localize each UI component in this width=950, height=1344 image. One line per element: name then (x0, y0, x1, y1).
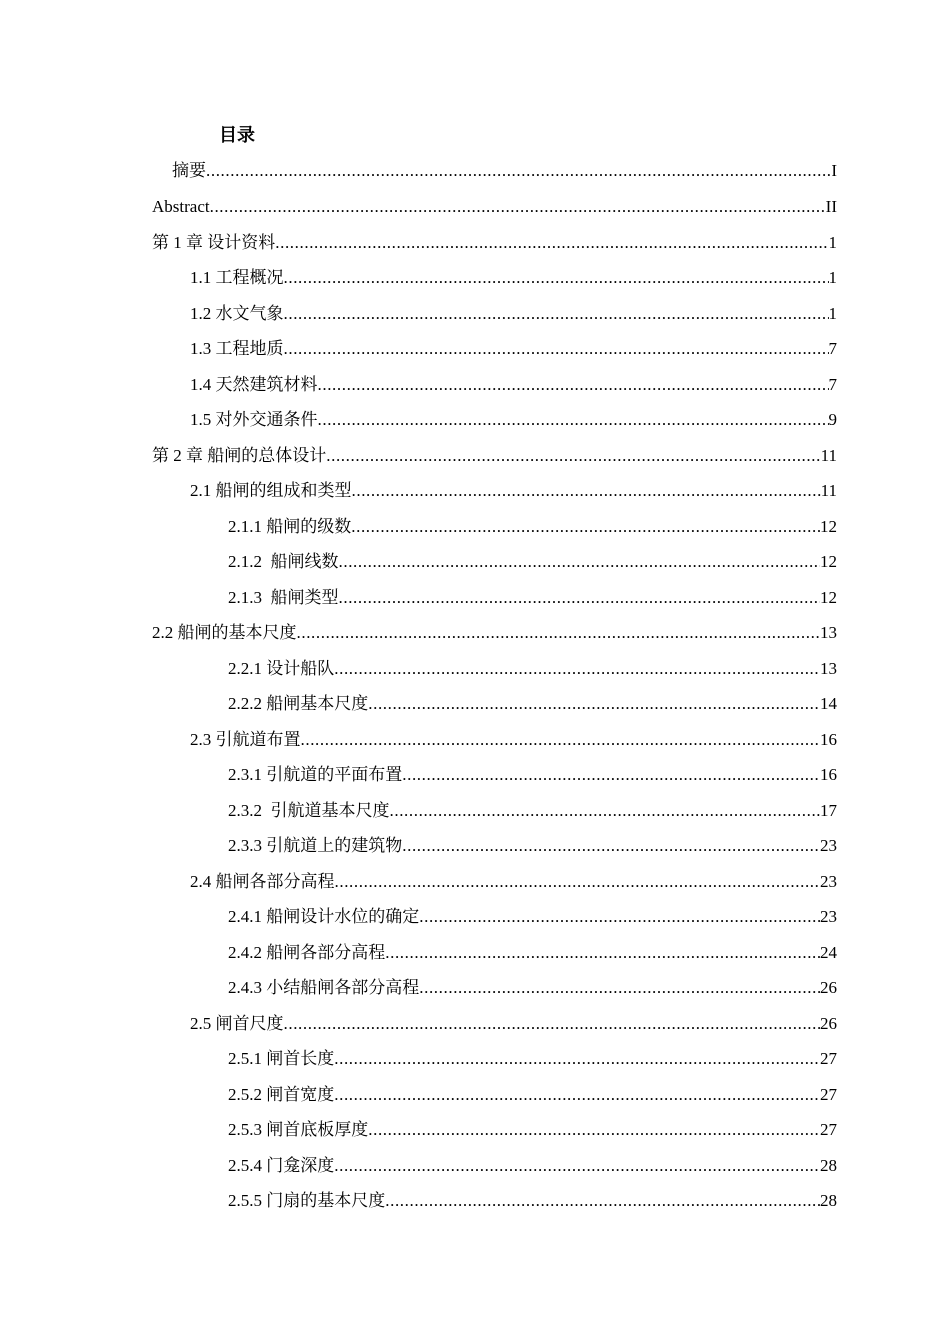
toc-entry-page: 13 (820, 659, 837, 678)
dot-leader (326, 441, 820, 471)
toc-entry-label: 1.3 工程地质 (190, 339, 284, 358)
toc-entry-2-3-2[interactable] (228, 796, 837, 826)
toc-entry-page: 9 (828, 410, 837, 429)
dot-leader (352, 476, 821, 506)
dot-leader (402, 760, 820, 790)
toc-entry-page: 1 (828, 304, 837, 323)
toc-entry-label: 2.5.3 闸首底板厚度 (228, 1120, 369, 1139)
toc-entry-chapter-2[interactable] (152, 441, 837, 471)
toc-entry-label: 第 1 章 设计资料 (152, 233, 276, 252)
dot-leader (368, 1115, 820, 1145)
toc-entry-2-2[interactable] (152, 618, 837, 648)
dot-leader (385, 938, 820, 968)
toc-entry-2-1-1[interactable] (228, 512, 837, 542)
toc-entry-page: 17 (820, 801, 837, 820)
dot-leader (206, 156, 831, 186)
toc-entry-2-1-3[interactable] (228, 583, 837, 613)
toc-entry-page: 16 (820, 765, 837, 784)
toc-entry-label: 2.4.1 船闸设计水位的确定 (228, 907, 420, 926)
toc-entry-page: 13 (820, 623, 837, 642)
toc-entry-1-3[interactable] (190, 334, 837, 364)
toc-entry-label: 2.1 船闸的组成和类型 (190, 481, 352, 500)
toc-entry-2-5-2[interactable] (228, 1080, 837, 1110)
toc-entry-page: 23 (820, 872, 837, 891)
toc-entry-2-5-3[interactable] (228, 1115, 837, 1145)
toc-entry-chapter-1[interactable] (152, 228, 837, 258)
dot-leader (284, 1009, 821, 1039)
toc-entry-label: 1.1 工程概况 (190, 268, 284, 287)
toc-entry-page: 11 (820, 446, 837, 465)
toc-entry-label: 2.2.1 设计船队 (228, 659, 335, 678)
dot-leader (419, 973, 820, 1003)
toc-entry-2-2-2[interactable] (228, 689, 837, 719)
dot-leader (284, 299, 829, 329)
toc-entry-2-1-2[interactable] (228, 547, 837, 577)
dot-leader (284, 263, 829, 293)
toc-entry-page: 7 (828, 339, 837, 358)
dot-leader (284, 334, 829, 364)
toc-entry-label: 2.3.2 引航道基本尺度 (228, 801, 390, 820)
toc-entry-label: 2.5.5 门扇的基本尺度 (228, 1191, 386, 1210)
toc-entry-1-5[interactable] (190, 405, 837, 435)
toc-entry-page: 12 (820, 517, 837, 536)
toc-entry-label: 2.2.2 船闸基本尺度 (228, 694, 369, 713)
toc-entry-page: 14 (820, 694, 837, 713)
toc-entry-label: 2.5.4 门龛深度 (228, 1156, 335, 1175)
toc-entry-page: 23 (820, 836, 837, 855)
dot-leader (402, 831, 820, 861)
toc-entry-label: 2.3.1 引航道的平面布置 (228, 765, 403, 784)
dot-leader (351, 512, 820, 542)
toc-entry-page: 1 (828, 233, 837, 252)
toc-entry-abstract-en[interactable] (152, 192, 837, 222)
toc-entry-label: 2.5 闸首尺度 (190, 1014, 284, 1033)
toc-entry-page: 26 (820, 1014, 837, 1033)
toc-entry-label: 第 2 章 船闸的总体设计 (152, 446, 327, 465)
toc-entry-page: 27 (820, 1085, 837, 1104)
toc-entry-2-3-1[interactable] (228, 760, 837, 790)
toc-entry-label: 2.2 船闸的基本尺度 (152, 623, 297, 642)
toc-entry-2-4-1[interactable] (228, 902, 837, 932)
toc-entry-label: 2.1.3 船闸类型 (228, 588, 339, 607)
dot-leader (339, 583, 821, 613)
toc-entry-label: 摘要 (172, 161, 206, 180)
dot-leader (385, 1186, 820, 1216)
toc-entry-label: 2.1.1 船闸的级数 (228, 517, 352, 536)
toc-entry-page: 24 (820, 943, 837, 962)
dot-leader (334, 654, 820, 684)
toc-entry-2-5-1[interactable] (228, 1044, 837, 1074)
toc-entry-page: 26 (820, 978, 837, 997)
toc-entry-2-5-5[interactable] (228, 1186, 837, 1216)
toc-entry-page: I (831, 161, 837, 180)
toc-entry-page: II (825, 197, 837, 216)
toc-entry-2-3[interactable] (190, 725, 837, 755)
toc-entry-2-4-3[interactable] (228, 973, 837, 1003)
toc-entry-page: 23 (820, 907, 837, 926)
toc-entry-2-2-1[interactable] (228, 654, 837, 684)
dot-leader (390, 796, 821, 826)
toc-entry-label: 2.3.3 引航道上的建筑物 (228, 836, 403, 855)
toc-entry-2-5[interactable] (190, 1009, 837, 1039)
toc-entry-label: 1.5 对外交通条件 (190, 410, 318, 429)
toc-entry-page: 12 (820, 552, 837, 571)
dot-leader (419, 902, 820, 932)
toc-entry-page: 16 (820, 730, 837, 749)
toc-entry-label: 2.1.2 船闸线数 (228, 552, 339, 571)
toc-entry-label: 2.4.2 船闸各部分高程 (228, 943, 386, 962)
toc-entry-abstract-cn[interactable] (172, 156, 837, 186)
dot-leader (318, 405, 829, 435)
dot-leader (301, 725, 821, 755)
dot-leader (275, 228, 828, 258)
dot-leader (318, 370, 829, 400)
toc-title: 目录 (219, 125, 255, 146)
dot-leader (339, 547, 821, 577)
toc-entry-page: 27 (820, 1049, 837, 1068)
toc-entry-page: 28 (820, 1156, 837, 1175)
toc-entry-1-2[interactable] (190, 299, 837, 329)
toc-entry-2-3-3[interactable] (228, 831, 837, 861)
dot-leader (210, 192, 826, 222)
toc-entry-page: 28 (820, 1191, 837, 1210)
toc-entry-label: 2.5.2 闸首宽度 (228, 1085, 335, 1104)
toc-entry-label: Abstract (152, 197, 210, 216)
toc-entry-page: 12 (820, 588, 837, 607)
dot-leader (334, 1080, 820, 1110)
toc-entry-2-1[interactable] (190, 476, 837, 506)
toc-entry-label: 1.2 水文气象 (190, 304, 284, 323)
dot-leader (334, 1044, 820, 1074)
dot-leader (335, 867, 821, 897)
toc-entry-2-5-4[interactable] (228, 1151, 837, 1181)
toc-entry-page: 1 (828, 268, 837, 287)
toc-entry-label: 2.3 引航道布置 (190, 730, 301, 749)
toc-entry-2-4[interactable] (190, 867, 837, 897)
dot-leader (368, 689, 820, 719)
toc-entry-page: 11 (820, 481, 837, 500)
toc-entry-label: 2.5.1 闸首长度 (228, 1049, 335, 1068)
toc-entry-1-4[interactable] (190, 370, 837, 400)
toc-entry-label: 1.4 天然建筑材料 (190, 375, 318, 394)
toc-entry-label: 2.4 船闸各部分高程 (190, 872, 335, 891)
toc-entry-2-4-2[interactable] (228, 938, 837, 968)
toc-entry-page: 27 (820, 1120, 837, 1139)
dot-leader (334, 1151, 820, 1181)
dot-leader (297, 618, 821, 648)
toc-entry-label: 2.4.3 小结船闸各部分高程 (228, 978, 420, 997)
toc-entry-1-1[interactable] (190, 263, 837, 293)
toc-entry-page: 7 (828, 375, 837, 394)
